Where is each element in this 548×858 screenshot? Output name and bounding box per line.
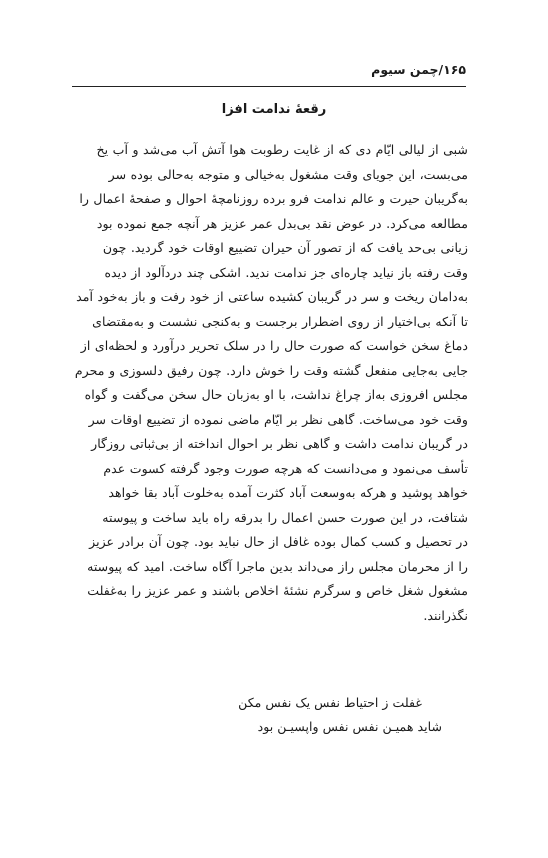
- prose-line: شتافت، در این صورت حسن اعمال را بدرقه راه باید ساخت و پیوسته: [102, 509, 468, 525]
- prose-line: را از محرمان مجلس راز می‌داند بدین ماجرا آگاه ساخت. امید که پیوسته: [87, 558, 468, 574]
- running-header: [72, 60, 466, 87]
- prose-body: [72, 138, 468, 628]
- prose-line: نگذرانند.: [423, 607, 468, 623]
- prose-line: می‌بست، این جویای وقت مشغول به‌خیالی و متوجه به‌حالی بوده سر: [108, 166, 468, 182]
- prose-line: مطالعه می‌کرد. در عوض نقد بی‌بدل عمر عزیز هر آنچه جمع نموده بود: [96, 215, 468, 231]
- verse-hemistich-second: شاید همیـن نفس نفس واپسیـن بود: [257, 719, 442, 734]
- prose-line: در تحصیل و کسب کمال بوده غافل از حال نباید بود. چون آن برادر عزیز: [89, 534, 468, 549]
- prose-line: وقت خود می‌ساخت. گاهی نظر بر ایّام ماضی نموده از تضییع اوقات سر: [88, 411, 468, 427]
- prose-line: دماغ سخن خواست که صورت حال را در سلک تحریر درآورد و لحظه‌ای از: [80, 338, 468, 353]
- prose-line: مشغول شغل خاص و سرگرم نشئهٔ اخلاص باشند و عمر عزیز را به‌غفلت: [87, 583, 468, 598]
- prose-line: به‌دامان ریخت و سر در گریبان کشیده ساعتی از خود رفت و باز به‌خود آمد: [76, 289, 468, 304]
- prose-line: به‌گریبان حیرت و عالم ندامت فرو برده روزنامچهٔ احوال و صفحهٔ اعمال را: [79, 191, 468, 206]
- prose-line: زیانی بی‌حد یافت که از تصور آن حیران تضییع اوقات خود گردید. چون: [102, 240, 468, 255]
- prose-line: تا آنکه بی‌اختیار از روی اضطرار برجست و به‌کنجی نشست و به‌مقتضای: [92, 313, 468, 329]
- prose-line: مجلس افروزی به‌از چراغ نداشت، با او به‌زبان حال سخن می‌گفت و گواه: [84, 387, 468, 402]
- section-title: رقعهٔ ندامت افزا: [221, 102, 327, 117]
- prose-line: شبی از لیالی ایّام دی که از غایت رطوبت هوا آتش آب می‌شد و آب یخ: [96, 142, 468, 157]
- page-number-and-chapter: ۱۶۵/چمن سیوم: [371, 62, 466, 77]
- prose-line: خواهد پوشید و هرکه به‌وسعت آباد کثرت آمده به‌خلوت آباد بقا خواهد: [108, 485, 468, 500]
- prose-line: تأسف می‌نمود و می‌دانست که هرچه صورت وجود گرفته کسوت عدم: [103, 460, 468, 476]
- prose-line: در گریبان ندامت داشت و گاهی نظر بر احوال انداخته از بی‌ثباتی روزگار: [91, 436, 468, 451]
- prose-line: جایی به‌جایی منفعل گشته وقت را خوش دارد. چون رفیق دلسوزی و محرم: [74, 362, 468, 378]
- prose-line: وقت رفته باز نیاید چاره‌ای جز ندامت ندید. اشکی چند دردآلود از دیده: [104, 264, 468, 280]
- verse-hemistich-first: غفلت ز احتیاط نفس یک نفس مکن: [238, 695, 422, 710]
